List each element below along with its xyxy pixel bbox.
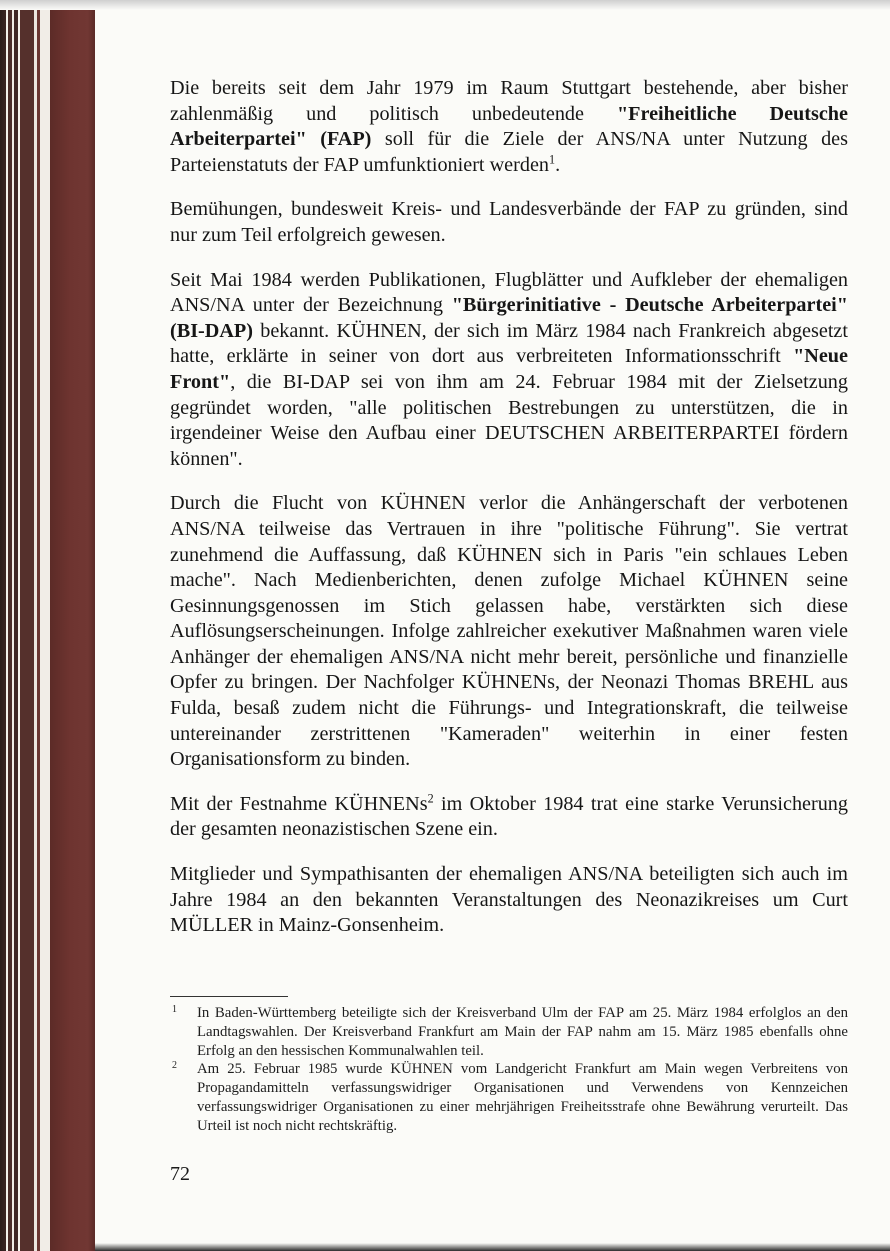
footnote-text: Am 25. Februar 1985 wurde KÜHNEN vom Landgericht Frankfurt am Main wegen Verbreitens von Propagandamitteln verfassungswidriger Organisationen und Verwendens von Kennzeichen verfassungswidriger Organisationen zu einer mehrjährigen Freiheitsstrafe ohne Bewährung verurteilt. Das Urteil ist noch nicht rechtskräftig. (197, 1061, 848, 1134)
book-spine (0, 0, 95, 1251)
bottom-edge-shadow (95, 1243, 890, 1251)
top-edge-shadow (0, 0, 890, 10)
footnote-reference: 2 (427, 791, 434, 806)
footnote-mark: 2 (172, 1060, 177, 1072)
bold-term: "Freiheitliche Deutsche Arbeiterpartei" (FAP) (170, 102, 848, 151)
bold-term: "Neue Front" (170, 345, 848, 393)
paragraph: Bemühungen, bundesweit Kreis- und Landesverbände der FAP zu gründen, sind nur zum Teil erfolgreich gewesen. (170, 198, 848, 246)
paragraph: Mitglieder und Sympathisanten der ehemaligen ANS/NA beteiligten sich auch im Jahre 1984 an den bekannten Veranstaltungen des Neonazikreises um Curt MÜLLER in Mainz-Gonsenheim. (170, 863, 848, 937)
footnote (170, 1004, 848, 1060)
footnote-text: In Baden-Württemberg beteiligte sich der Kreisverband Ulm der FAP am 25. März 1984 erfolglos an den Landtagswahlen. Der Kreisverband Frankfurt am Main der FAP nahm am 15. März 1985 ebenfalls ohne Erfolg an den hessischen Kommunalwahlen teil. (197, 1005, 848, 1059)
page-number: 72 (170, 1163, 190, 1185)
footnote-separator (170, 996, 288, 997)
paragraph: Durch die Flucht von KÜHNEN verlor die Anhängerschaft der verbotenen ANS/NA teilweise das Vertrauen in ihre "politische Führung". Sie vertrat zunehmend die Auffassung, daß KÜHNEN sich in Paris "ein schlaues Leben mache". Nach Medienberichten, denen zufolge Michael KÜHNEN seine Gesinnungsgenossen im Stich gelassen habe, verstärkten sich diese Auflösungserscheinungen. Infolge zahlreicher exekutiver Maßnahmen waren viele Anhänger der ehemaligen ANS/NA nicht mehr bereit, persönliche und finanzielle Opfer zu bringen. Der Nachfolger KÜHNENs, der Neonazi Thomas BREHL aus Fulda, besaß zudem nicht die Führungs- und Integrationskraft, die teilweise untereinander zerstrittenen "Kameraden" weiterhin in einer festen Organisationsform zu binden. (170, 492, 848, 771)
paragraph: Seit Mai 1984 werden Publikationen, Flugblätter und Aufkleber der ehemaligen ANS/NA unter der Bezeichnung "Bürgerinitiative - Deutsche Arbeiterpartei" (BI-DAP) bekannt. KÜHNEN, der sich im März 1984 nach Frankreich abgesetzt hatte, erklärte in seiner von dort aus verbreiteten Informationsschrift "Neue Front", die BI-DAP sei von ihm am 24. Februar 1984 mit der Zielsetzung gegründet worden, "alle politischen Bestrebungen zu unterstützen, die in irgendeiner Weise den Aufbau einer DEUTSCHEN ARBEITERPARTEI fördern können". (170, 268, 848, 470)
footnotes (170, 1004, 848, 1136)
paragraph: Die bereits seit dem Jahr 1979 im Raum Stuttgart bestehende, aber bisher zahlenmäßig und politisch unbedeutende "Freiheitliche Deutsche Arbeiterpartei" (FAP) soll für die Ziele der ANS/NA unter Nutzung des Parteienstatuts der FAP umfunktioniert werden$^1$. (170, 77, 848, 176)
bold-term: "Bürgerinitiative - Deutsche Arbeiterpartei" (BI-DAP) (170, 294, 848, 342)
footnote-reference: 1 (549, 152, 556, 167)
paragraph: Mit der Festnahme KÜHNENs$^2$ im Oktober 1984 trat eine starke Verunsicherung der gesamten neonazistischen Szene ein. (170, 791, 848, 841)
body-text (170, 76, 848, 958)
footnote (170, 1060, 848, 1135)
footnote-mark: 1 (172, 1004, 177, 1015)
